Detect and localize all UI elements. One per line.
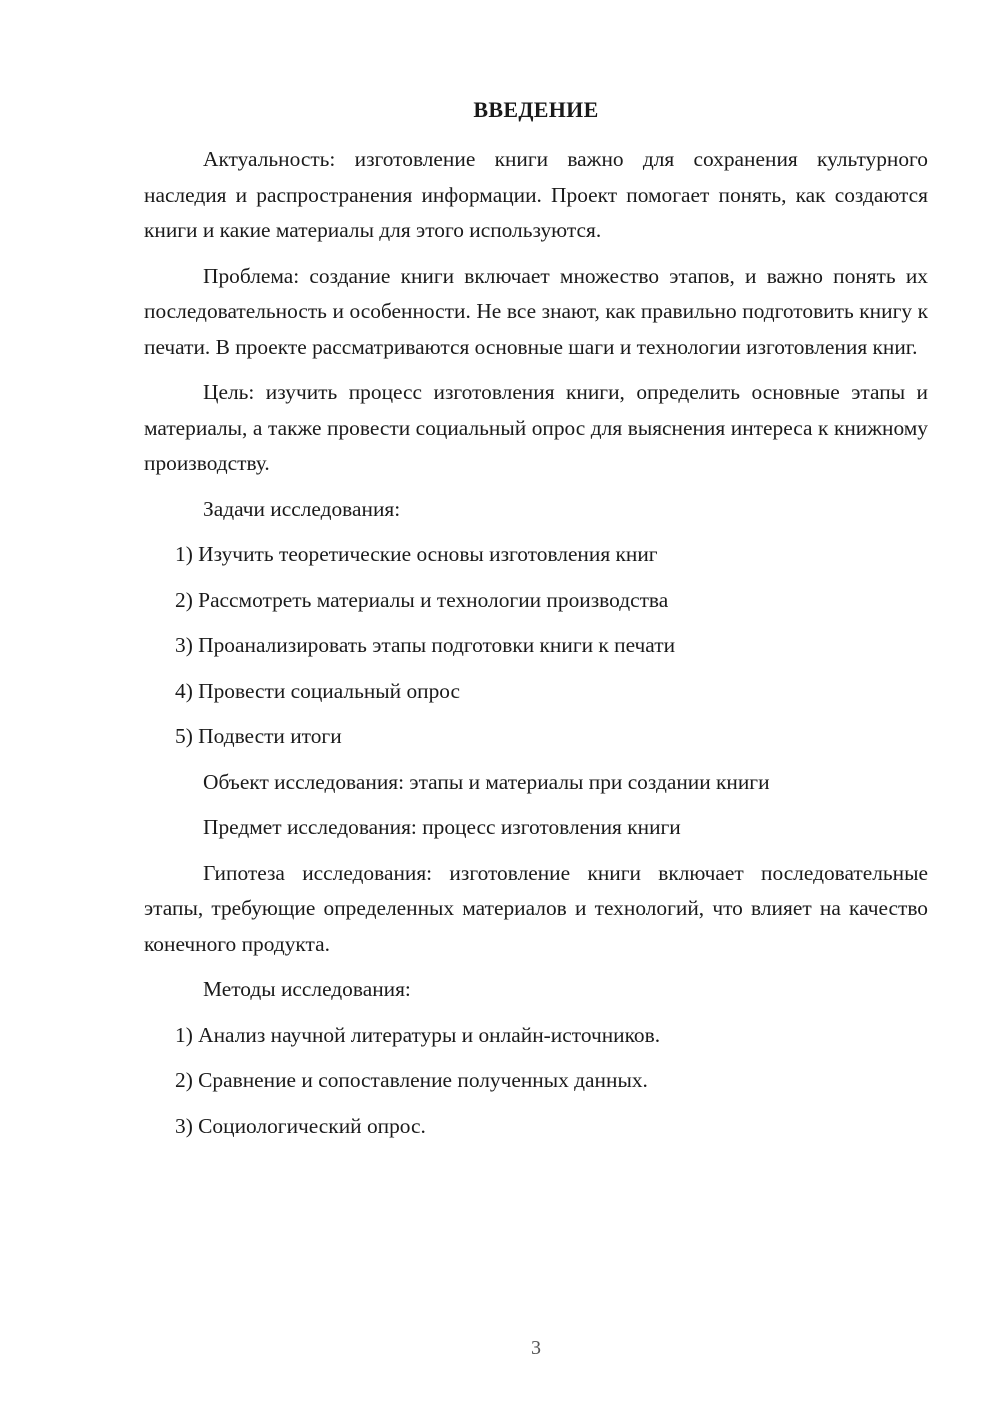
- method-item: 2) Сравнение и сопоставление полученных данных.: [175, 1068, 648, 1092]
- task-item: 1) Изучить теоретические основы изготовления книг: [175, 542, 658, 566]
- page-number: 3: [531, 1337, 541, 1359]
- paragraph-hypothesis: Гипотеза исследования: изготовление книги включает последовательные этапы, требующие определенных материалов и технологий, что влияет на качество конечного продукта.: [144, 860, 928, 956]
- task-item: 2) Рассмотреть материалы и технологии производства: [175, 587, 669, 612]
- task-item: 4) Провести социальный опрос: [175, 678, 461, 703]
- paragraph-goal: Цель: изучить процесс изготовления книги, определить основные этапы и материалы, а также провести социальный опрос для выяснения интереса к книжному производству.: [144, 380, 928, 475]
- method-item: 3) Социологический опрос.: [175, 1113, 426, 1138]
- research-object: Объект исследования: этапы и материалы при создании книги: [203, 769, 770, 794]
- page-title: ВВЕДЕНИЕ: [473, 97, 599, 122]
- tasks-heading: Задачи исследования:: [203, 496, 401, 521]
- methods-heading: Методы исследования:: [203, 977, 411, 1001]
- task-item: 5) Подвести итоги: [175, 724, 342, 748]
- method-item: 1) Анализ научной литературы и онлайн-источников.: [175, 1022, 661, 1047]
- research-subject: Предмет исследования: процесс изготовления книги: [203, 815, 681, 839]
- document-body: [144, 142, 928, 1154]
- paragraph-problem: Проблема: создание книги включает множество этапов, и важно понять их последовательность и особенности. Не все знают, как правильно подготовить книгу к печати. В проекте рассматриваются основные шаги и технологии изготовления книг.: [144, 263, 928, 359]
- task-item: 3) Проанализировать этапы подготовки книги к печати: [175, 633, 676, 657]
- paragraph-relevance: Актуальность: изготовление книги важно для сохранения культурного наследия и распространения информации. Проект помогает понять, как создаются книги и какие материалы для этого используются.: [144, 147, 928, 242]
- document-page: [144, 0, 928, 1414]
